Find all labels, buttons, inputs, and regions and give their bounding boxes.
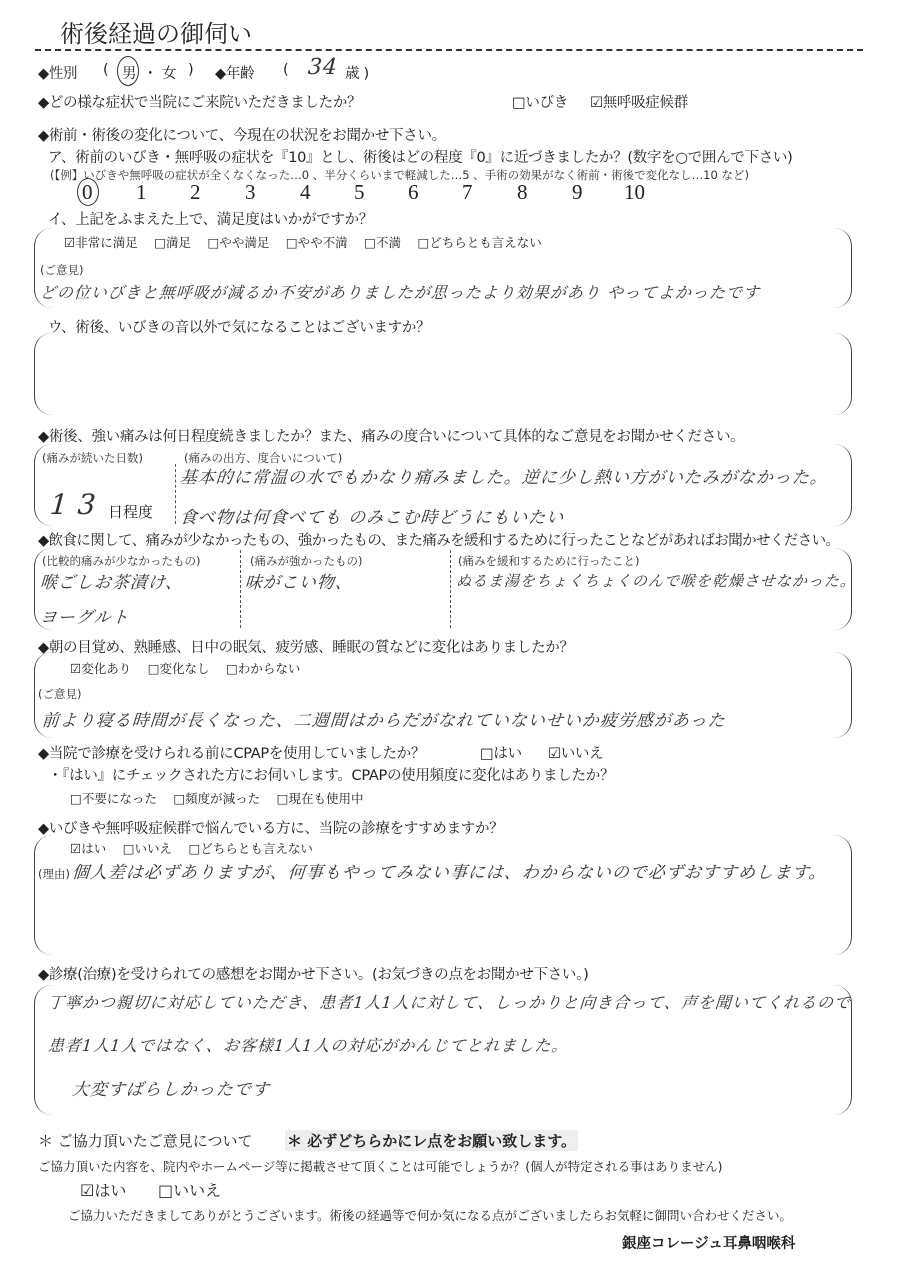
impression-line[interactable]: 患者1人1人ではなく、お客様1人1人の対応がかんじてとれました。 (47, 1036, 570, 1055)
q-recommend: ◆いびきや無呼吸症候群で悩んでいる方に、当院の診療をすすめますか？ (38, 821, 504, 837)
divider (450, 550, 451, 628)
scale-option-1[interactable]: 1 (136, 180, 147, 204)
selection-circle (117, 56, 139, 86)
checkbox-recommend-yes[interactable]: ☑はい (70, 841, 107, 856)
strong-pain-item[interactable]: 味がこい物、 (244, 573, 354, 593)
impression-line[interactable]: 丁寧かつ親切に対応していただき、患者1人1人に対して、しっかりと向き合って、声を聞いてくれるので (47, 993, 852, 1012)
separator: ・ (143, 66, 158, 82)
paren: ( (283, 62, 289, 78)
less-pain-item[interactable]: ヨーグルト (39, 608, 131, 628)
q-sleep: ◆朝の目覚め、熟睡感、日中の眠気、疲労感、睡眠の質などに変化はありましたか？ (38, 640, 574, 656)
scale-option-5[interactable]: 5 (354, 180, 365, 204)
option-label: 無呼吸症候群 (602, 95, 688, 111)
gender-label: ◆性別 (38, 66, 78, 82)
sleep-options (70, 659, 300, 677)
paren: ( (103, 62, 109, 78)
q-pain: ◆術後、強い痛みは何日程度続きましたか？また、痛みの度合いについて具体的なご意見をお聞かせください。 (38, 429, 745, 445)
recommend-reason[interactable]: 個人差は必ずありますが、何事もやってみない事には、わからないので必ずおすすめします。 (71, 863, 828, 883)
age-label: ◆年齢 (215, 66, 255, 82)
relief-label: (痛みを緩和するために行ったこと) (458, 554, 640, 568)
reason-label: (理由) (38, 867, 70, 881)
checkbox-neutral[interactable]: □どちらとも言えない (417, 235, 542, 250)
other-answer-box[interactable] (34, 333, 852, 415)
q-change: ◆術前・術後の変化について、今現在の状況をお聞かせ下さい。 (38, 128, 446, 144)
cpap-sub-options (70, 789, 363, 807)
checkbox-consent-no[interactable]: □いいえ (158, 1181, 222, 1200)
checkbox-recommend-no[interactable]: □いいえ (122, 841, 173, 856)
age-unit: 歳 ) (345, 66, 369, 82)
clinic-name: 銀座コレージュ耳鼻咽喉科 (622, 1236, 796, 1252)
checkbox-changed[interactable]: ☑変化あり (70, 661, 132, 676)
scale-option-9[interactable]: 9 (572, 180, 583, 204)
checkbox-snoring[interactable]: □いびき (512, 95, 569, 111)
scale-option-2[interactable]: 2 (190, 180, 201, 204)
scale-option-8[interactable]: 8 (517, 180, 528, 204)
checkbox-somewhat-satisfied[interactable]: □やや満足 (207, 235, 270, 250)
pain-detail-line[interactable]: 食べ物は何食べても のみこむ時どうにもいたい (179, 508, 565, 528)
checkbox-consent-yes[interactable]: ☑はい (80, 1181, 127, 1200)
checkbox-somewhat-dissatisfied[interactable]: □やや不満 (285, 235, 348, 250)
checkbox-cpap-yes[interactable]: □はい (480, 746, 522, 762)
checkbox-still-using[interactable]: □現在も使用中 (276, 791, 364, 806)
q-symptom: ◆どの様な症状で当院にご来院いただきましたか？ (38, 95, 362, 111)
scale-option-10[interactable]: 10 (624, 180, 645, 204)
impression-line[interactable]: 大変すばらしかったです (71, 1080, 271, 1100)
scale-option-4[interactable]: 4 (300, 180, 311, 204)
consent-heading: ＊ ご協力頂いたご意見について (38, 1132, 253, 1150)
q-change-example: (【例】いびきや無呼吸の症状が全くなくなった…0 、半分くらいまで軽減した…5 、手術の効果がなく術前・術後で変化なし…10 など) (50, 168, 749, 182)
option-label: いびき (525, 95, 569, 111)
gender-male[interactable]: 男 (122, 66, 137, 82)
divider (175, 464, 176, 524)
less-pain-item[interactable]: 喉ごしお茶漬け、 (39, 573, 184, 593)
checkbox-unknown[interactable]: □わからない (226, 661, 301, 676)
comment-label: (ご意見) (38, 687, 82, 701)
sleep-comment[interactable]: 前より寝る時間が長くなった、二週間はからだがなれていないせいか疲労感があった (41, 711, 727, 731)
q-food: ◆飲食に関して、痛みが少なかったもの、強かったもの、また痛みを緩和するために行ったことなどがあればお聞かせください。 (38, 533, 840, 549)
consent-question: ご協力頂いた内容を、院内やホームページ等に掲載させて頂くことは可能でしょうか？(個人が特定される事はありません) (38, 1159, 723, 1174)
relief-item[interactable]: ぬるま湯をちょくちょくのんで喉を乾燥させなかった。 (455, 572, 857, 590)
days-label: (痛みが続いた日数) (42, 451, 143, 465)
checkbox-very-satisfied[interactable]: ☑非常に満足 (64, 235, 138, 250)
q-cpap: ◆当院で診療を受けられる前にCPAPを使用していましたか？ (38, 746, 426, 762)
q-satisfaction: イ、上記をふまえた上で、満足度はいかがですか？ (48, 212, 374, 228)
pain-detail-line[interactable]: 基本的に常温の水でもかなり痛みました。逆に少し熱い方がいたみがなかった。 (179, 468, 829, 488)
less-pain-label: (比較的痛みが少なかったもの) (42, 554, 201, 568)
q-cpap-sub: ・『はい』にチェックされた方にお伺いします。CPAPの使用頻度に変化はありましたか？ (48, 768, 615, 784)
divider (240, 550, 241, 628)
q-impression: ◆診療(治療)を受けられての感想をお聞かせ下さい。(お気づきの点をお聞かせ下さい。) (38, 967, 589, 983)
checkbox-no-longer-needed[interactable]: □不要になった (70, 791, 157, 806)
checkbox-unchanged[interactable]: □変化なし (147, 661, 210, 676)
consent-instruction: ＊ 必ずどちらかにレ点をお願い致します。 (287, 1132, 577, 1150)
gender-female[interactable]: 女 (162, 66, 177, 82)
satisfaction-comment[interactable]: どの位いびきと無呼吸が減るか不安がありましたが思ったより効果があり やってよかったです (39, 283, 761, 302)
scale-option-0[interactable]: 0 (82, 180, 93, 204)
age-value[interactable]: 34 (307, 55, 339, 80)
thanks-message: ご協力いただきましてありがとうございます。術後の経過等で何か気になる点がございましたらお気軽に御問い合わせください。 (68, 1208, 793, 1223)
days-unit: 日程度 (108, 503, 154, 521)
q-other: ウ、術後、いびきの音以外で気になることはございますか？ (48, 320, 431, 336)
checkbox-cpap-no[interactable]: ☑いいえ (548, 746, 604, 762)
form-title: 術後経過の御伺い (60, 20, 252, 48)
q-change-a: ア、術前のいびき・無呼吸の症状を『10』とし、術後はどの程度『0』に近づきましたか？(数字を○で囲んで下さい) (48, 150, 793, 166)
checkbox-less-frequent[interactable]: □頻度が減った (173, 791, 261, 806)
recommend-options (70, 839, 313, 857)
paren: ) (188, 62, 194, 78)
checkbox-dissatisfied[interactable]: □不満 (364, 235, 401, 250)
scale-option-7[interactable]: 7 (462, 180, 473, 204)
checkbox-satisfied[interactable]: □満足 (154, 235, 192, 250)
checkbox-apnea[interactable]: ☑無呼吸症候群 (590, 95, 688, 111)
scale-option-6[interactable]: 6 (408, 180, 419, 204)
comment-label: (ご意見) (40, 263, 84, 277)
checkbox-recommend-neutral[interactable]: □どちらとも言えない (188, 841, 313, 856)
title-divider (35, 49, 863, 51)
scale-option-3[interactable]: 3 (245, 180, 256, 204)
strong-pain-label: (痛みが強かったもの) (250, 554, 363, 568)
pain-days[interactable]: 13 (48, 488, 107, 521)
selection-circle (77, 178, 99, 206)
detail-label: (痛みの出方、度合いについて) (184, 451, 343, 465)
satisfaction-options (64, 233, 542, 251)
